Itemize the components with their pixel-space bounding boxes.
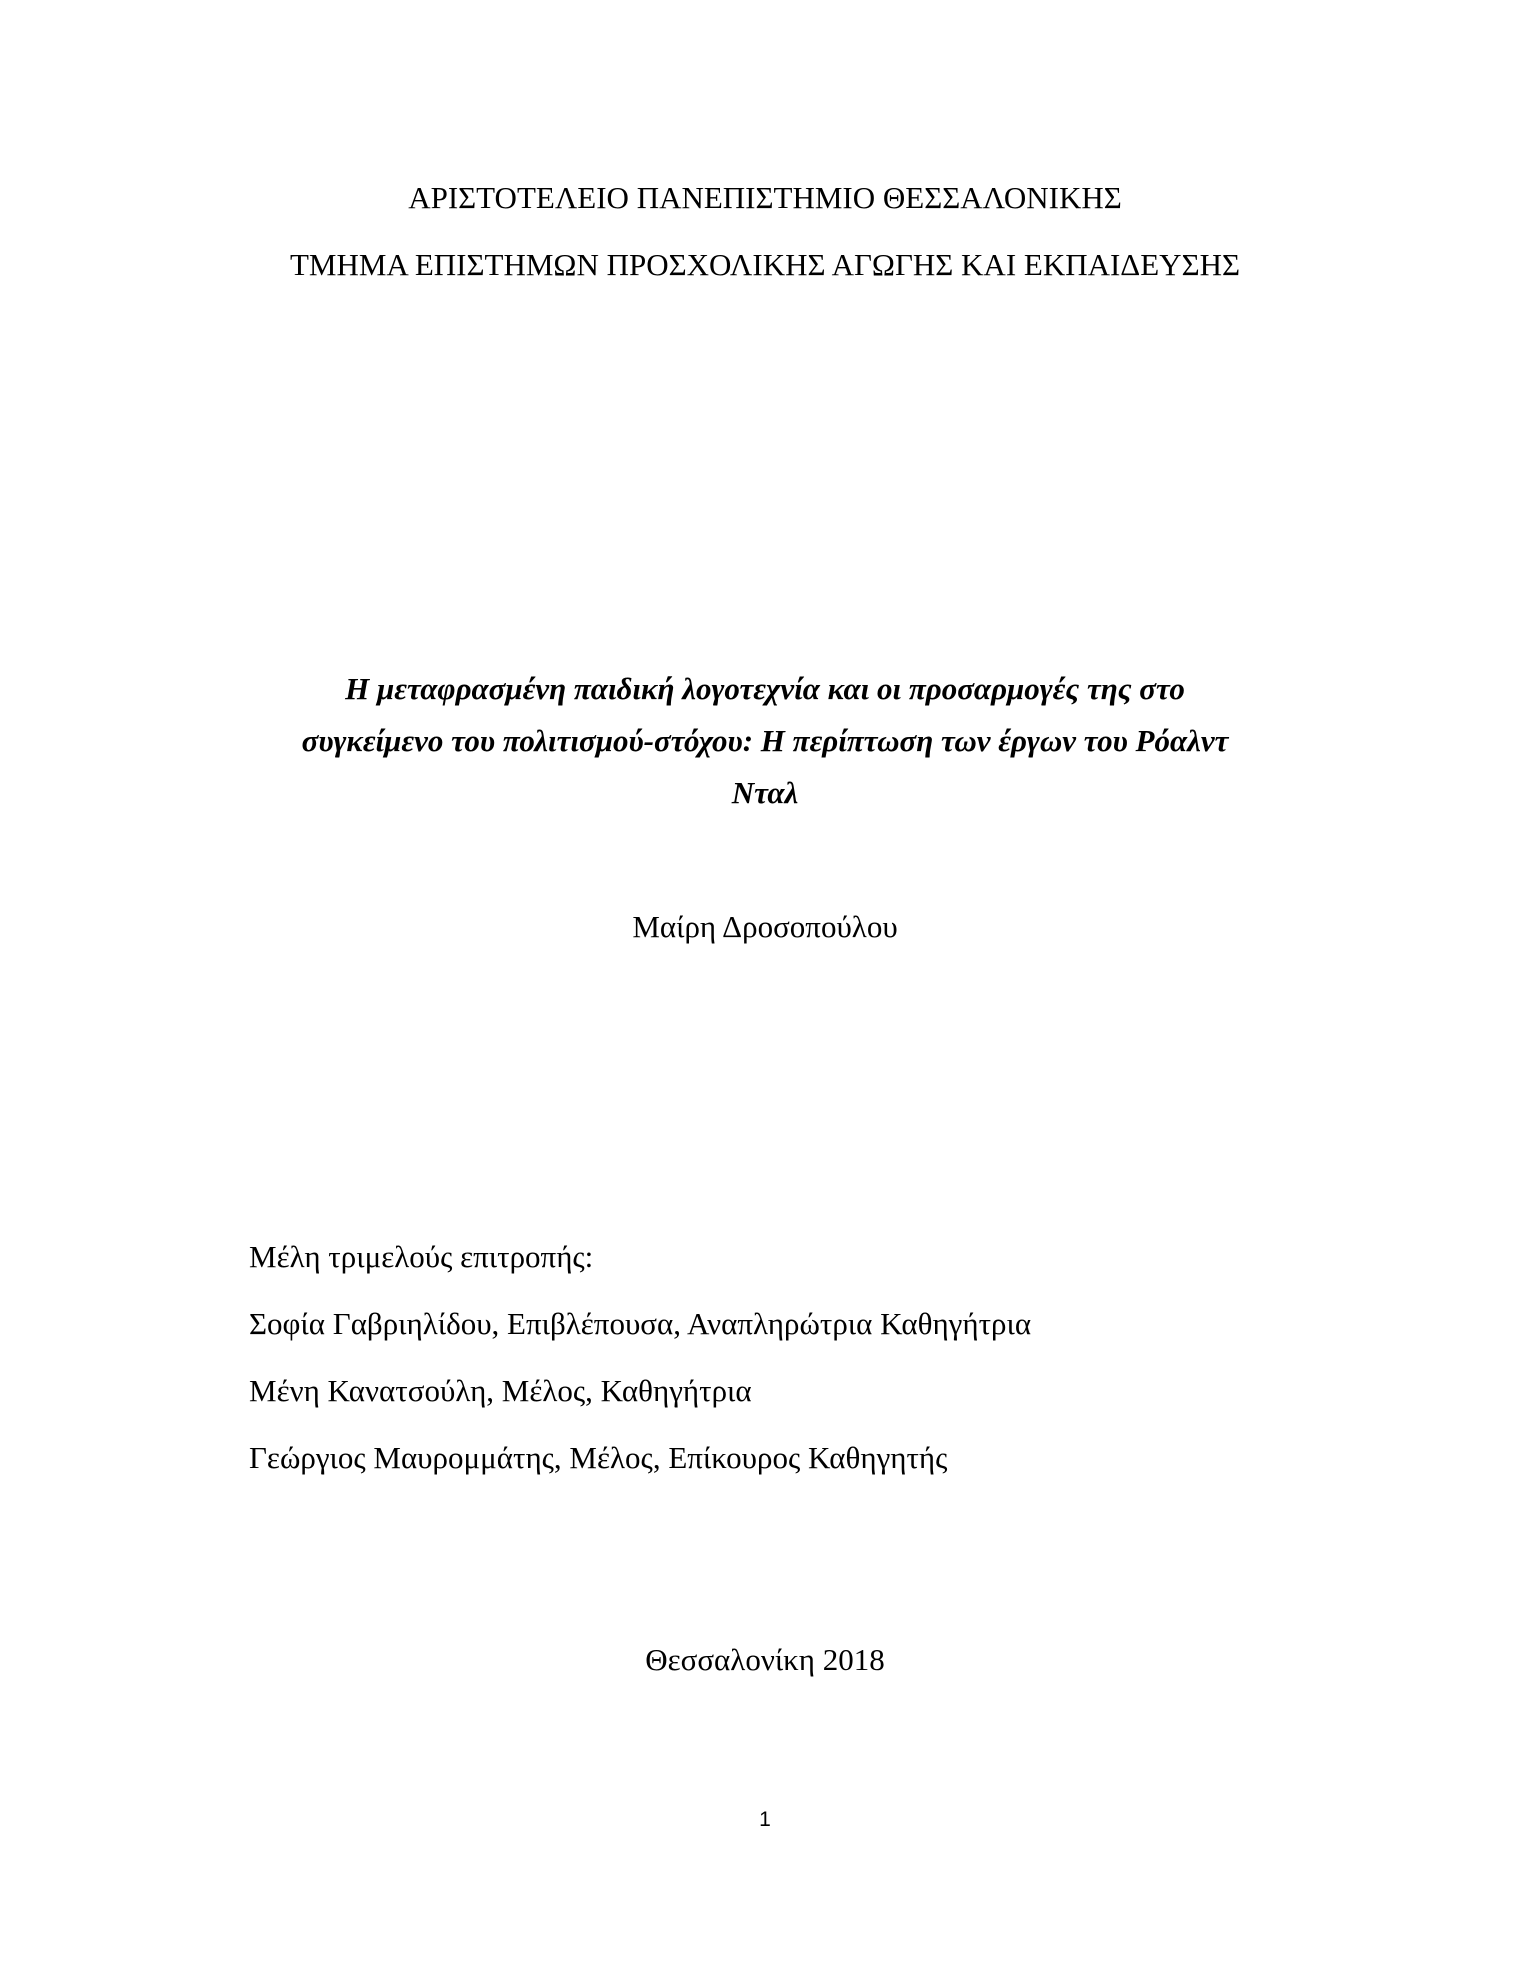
department-name: ΤΜΗΜΑ ΕΠΙΣΤΗΜΩΝ ΠΡΟΣΧΟΛΙΚΗΣ ΑΓΩΓΗΣ ΚΑΙ ΕΚΠΑΙΔΕΥΣΗΣ xyxy=(289,247,1241,282)
committee-member: Γεώργιος Μαυρομμάτης, Μέλος, Επίκουρος Καθηγητής xyxy=(249,1440,948,1475)
committee-member: Μένη Κανατσούλη, Μέλος, Καθηγήτρια xyxy=(249,1373,752,1408)
thesis-title-line: Νταλ xyxy=(731,775,799,810)
committee-member: Σοφία Γαβριηλίδου, Επιβλέπουσα, Αναπληρώτρια Καθηγήτρια xyxy=(249,1306,1032,1341)
author-name: Μαίρη Δροσοπούλου xyxy=(632,909,898,944)
committee-heading: Μέλη τριμελούς επιτροπής: xyxy=(249,1239,594,1274)
page-number: 1 xyxy=(759,1808,771,1831)
place-and-year: Θεσσαλονίκη 2018 xyxy=(645,1642,885,1677)
university-name: ΑΡΙΣΤΟΤΕΛΕΙΟ ΠΑΝΕΠΙΣΤΗΜΙΟ ΘΕΣΣΑΛΟΝΙΚΗΣ xyxy=(408,180,1122,215)
thesis-title-line: Η μεταφρασμένη παιδική λογοτεχνία και οι προσαρμογές της στο xyxy=(345,671,1185,706)
thesis-title-line: συγκείμενο του πολιτισμού-στόχου: Η περίπτωση των έργων του Ρόαλντ xyxy=(301,723,1229,758)
